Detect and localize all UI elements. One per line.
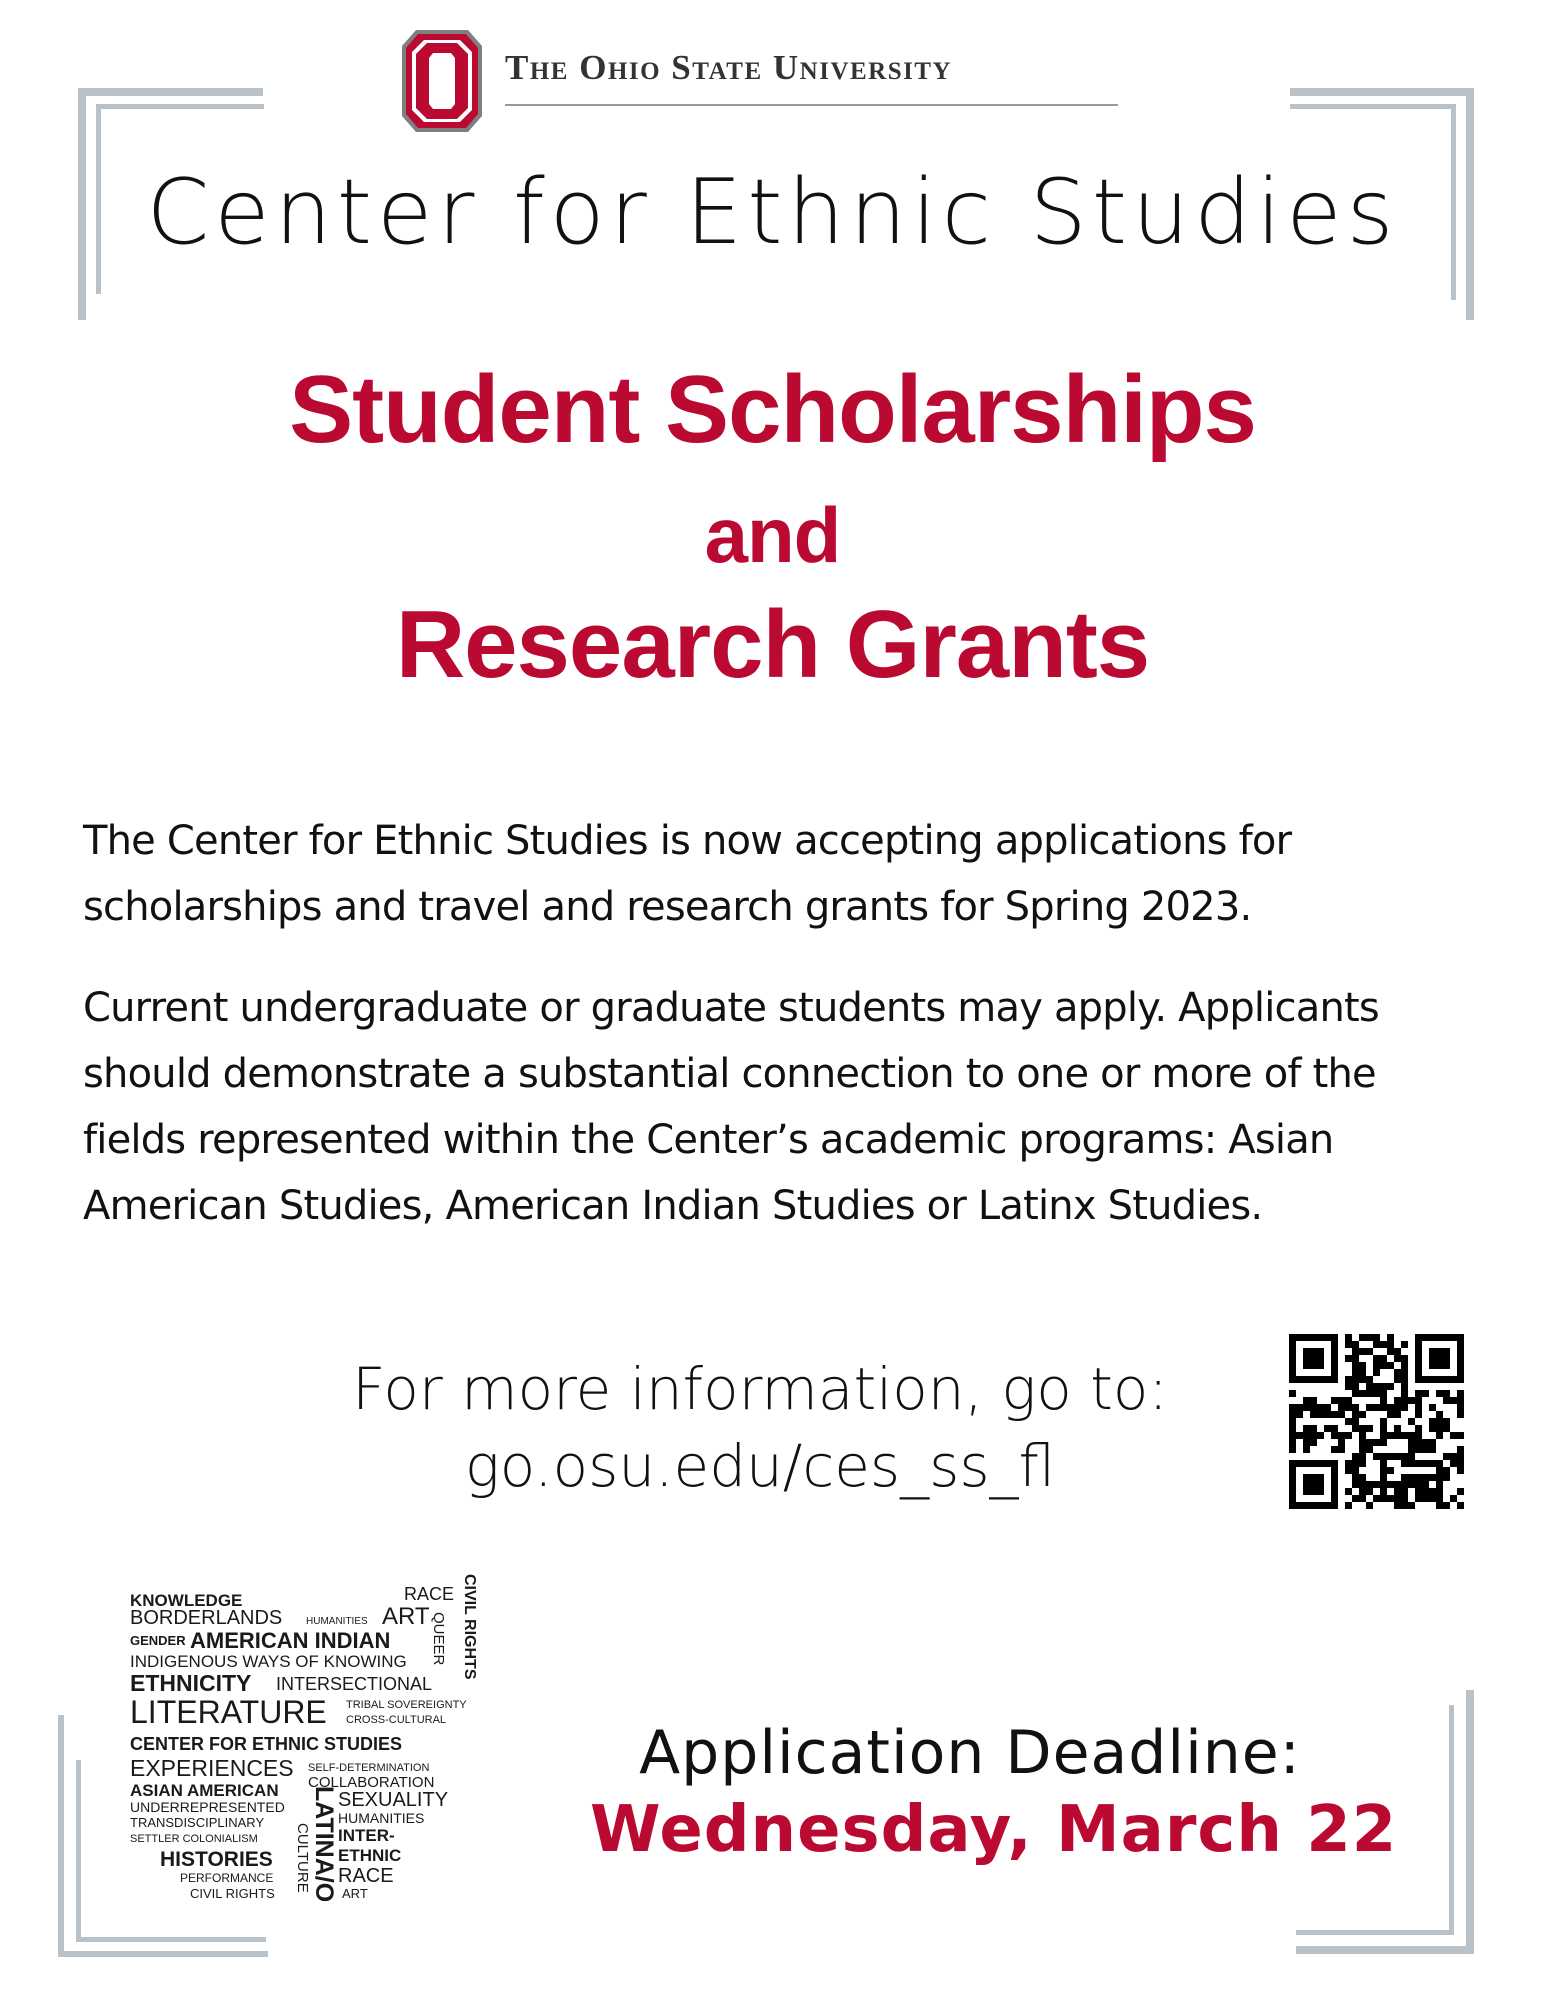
wc-word: GENDER (130, 1633, 186, 1648)
wc-word: INTER- (338, 1826, 395, 1845)
wc-word: CENTER FOR ETHNIC STUDIES (130, 1734, 403, 1754)
announcement-paragraph: The Center for Ethnic Studies is now accepting applications for scholarships and travel and research grants for Spring 2023. (83, 818, 1292, 930)
wc-word: HUMANITIES (306, 1616, 368, 1627)
wc-word: PERFORMANCE (180, 1871, 274, 1885)
wc-word: ETHNIC (338, 1846, 402, 1865)
wc-word: KNOWLEDGE (130, 1591, 243, 1610)
more-info-link[interactable]: go.osu.edu/ces_ss_fl (464, 1432, 1056, 1500)
wc-word: ASIAN AMERICAN (130, 1781, 279, 1800)
deadline-label: Application Deadline: (639, 1718, 1301, 1788)
deadline-date: Wednesday, March 22 (590, 1793, 1398, 1867)
wc-word: CIVIL RIGHTS (190, 1886, 275, 1901)
wc-word: UNDERREPRESENTED (130, 1799, 285, 1815)
wc-word: RACE (404, 1584, 455, 1604)
header-rule (505, 104, 1118, 106)
wc-word: AMERICAN INDIAN (190, 1628, 391, 1653)
wc-word: TRANSDISCIPLINARY (130, 1815, 265, 1830)
more-info-label: For more information, go to: (352, 1355, 1168, 1423)
wc-word: SETTLER COLONIALISM (130, 1833, 258, 1845)
center-title: Center for Ethnic Studies (146, 160, 1399, 265)
wc-word: SEXUALITY (338, 1789, 449, 1811)
headline-and: and (704, 491, 841, 579)
wc-word: HUMANITIES (338, 1810, 425, 1826)
wc-word: ART (342, 1886, 368, 1901)
eligibility-paragraph: Current undergraduate or graduate students may apply. Applicants should demonstrate a substantial connection to one or more of the fields represented within the Center’s academic programs: Asian American Studies, American Indian Studies or Latinx Studies. (83, 985, 1379, 1229)
wc-word: LITERATURE (130, 1694, 327, 1730)
university-name: The Ohio State University (505, 48, 953, 87)
wc-word: SELF-DETERMINATION (308, 1762, 430, 1774)
wc-word: QUEER (430, 1612, 447, 1666)
wc-word: TRIBAL SOVEREIGNTY (346, 1699, 467, 1711)
qr-code-icon[interactable] (1288, 1333, 1466, 1511)
block-o-logo (400, 28, 484, 134)
university-logo (400, 28, 1120, 138)
wc-word: ETHNICITY (130, 1670, 252, 1696)
wc-word: RACE (338, 1865, 394, 1887)
wc-word: LATINA/O (310, 1786, 338, 1903)
wc-word: BORDERLANDS (130, 1607, 283, 1629)
wc-word: COLLABORATION (308, 1774, 435, 1791)
wc-word: EXPERIENCES (130, 1755, 294, 1781)
wc-word: CROSS-CULTURAL (346, 1714, 447, 1726)
wc-word: INDIGENOUS WAYS OF KNOWING (130, 1652, 407, 1671)
wc-word: INTERSECTIONAL (276, 1674, 433, 1694)
wc-word: CIVIL RIGHTS (461, 1574, 478, 1680)
headline-grants: Research Grants (395, 591, 1150, 698)
word-cloud-graphic (128, 1568, 508, 1948)
wc-word: ART (382, 1603, 430, 1630)
wc-word: HISTORIES (160, 1848, 273, 1871)
headline-scholarships: Student Scholarships (289, 356, 1256, 463)
wc-word: CULTURE (294, 1823, 311, 1893)
